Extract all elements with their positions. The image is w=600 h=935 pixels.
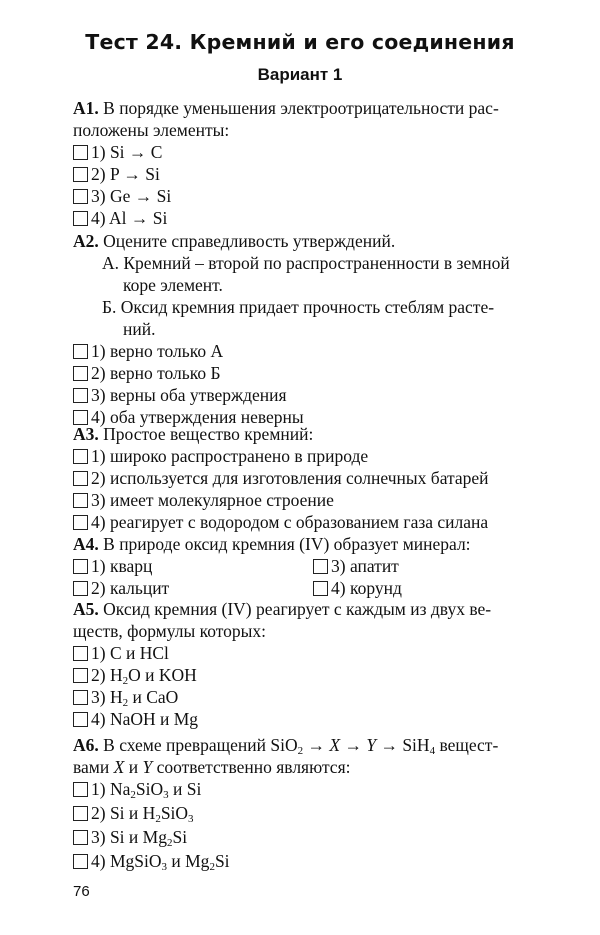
- option-label: Si: [214, 851, 230, 871]
- answer-option[interactable]: [73, 642, 533, 664]
- answer-option[interactable]: [73, 163, 533, 185]
- question-number: A1.: [73, 98, 99, 118]
- answer-option[interactable]: [73, 778, 533, 802]
- question-a2: [73, 230, 533, 428]
- variable-x: X: [113, 757, 125, 777]
- subscript: 3: [188, 813, 194, 825]
- answer-option[interactable]: [73, 207, 533, 229]
- variable-y: Y: [142, 757, 153, 777]
- answer-option[interactable]: [313, 577, 402, 599]
- checkbox[interactable]: [73, 493, 88, 508]
- checkbox[interactable]: [73, 471, 88, 486]
- answer-option[interactable]: [313, 555, 399, 577]
- option-label-cont: O и KOH: [128, 665, 197, 685]
- answer-option[interactable]: [73, 467, 533, 489]
- question-text: → SiH: [376, 735, 430, 755]
- option-label: 2) P → Si: [91, 164, 160, 184]
- option-label: и Si: [168, 779, 202, 799]
- question-text: Оцените справедливость утверждений.: [103, 231, 396, 251]
- answer-option[interactable]: [73, 445, 533, 467]
- option-label: 1) Si → C: [91, 142, 163, 162]
- checkbox[interactable]: [73, 145, 88, 160]
- subscript: 2: [130, 789, 136, 801]
- option-label: 4) оба утверждения неверны: [91, 407, 304, 427]
- answer-option[interactable]: [73, 141, 533, 163]
- statement-text-cont: коре элемент.: [123, 275, 223, 295]
- option-label: SiO: [135, 779, 164, 799]
- question-text-cont: соответственно являются:: [152, 757, 351, 777]
- option-label: 3) апатит: [331, 556, 399, 576]
- page-title: Тест 24. Кремний и его соединения: [85, 30, 515, 54]
- option-label: и Mg: [167, 851, 210, 871]
- subscript: 2: [297, 745, 304, 757]
- option-label: 4) MgSiO: [91, 851, 162, 871]
- subscript: 3: [163, 789, 169, 801]
- question-text: вещест-: [435, 735, 499, 755]
- option-label: 2) кальцит: [91, 578, 170, 598]
- checkbox[interactable]: [73, 515, 88, 530]
- question-text: Оксид кремния (IV) реагирует с каждым из двух ве-: [103, 599, 492, 619]
- option-label: 3) Si и Mg: [91, 827, 167, 847]
- answer-option[interactable]: [73, 384, 533, 406]
- subscript: 2: [122, 697, 129, 709]
- question-number: A4.: [73, 534, 99, 554]
- arrow: →: [340, 735, 367, 755]
- option-label: 1) верно только А: [91, 341, 224, 361]
- question-text: В природе оксид кремния (IV) образует минерал:: [103, 534, 471, 554]
- question-text: В схеме превращений SiO: [103, 735, 298, 755]
- checkbox[interactable]: [73, 668, 88, 683]
- answer-option[interactable]: [73, 555, 152, 577]
- question-text: В порядке уменьшения электроотрицательности рас-: [103, 98, 499, 118]
- option-label: SiO: [160, 803, 189, 823]
- option-label: 1) кварц: [91, 556, 153, 576]
- answer-option[interactable]: [73, 362, 533, 384]
- question-text: Простое вещество кремний:: [103, 424, 314, 444]
- checkbox[interactable]: [73, 782, 88, 797]
- question-text-cont: вами: [73, 757, 114, 777]
- question-a3: [73, 423, 533, 533]
- answer-option[interactable]: [73, 708, 533, 730]
- option-label: 3) имеет молекулярное строение: [91, 490, 334, 510]
- question-a6: [73, 734, 533, 874]
- option-label: 1) C и HCl: [91, 643, 169, 663]
- page-number: 76: [73, 883, 90, 900]
- statement-text: Б. Оксид кремния придает прочность стеблям расте-: [102, 297, 495, 317]
- question-number: A3.: [73, 424, 99, 444]
- answer-option[interactable]: [73, 686, 533, 708]
- option-label: 3) H: [91, 687, 123, 707]
- checkbox[interactable]: [73, 559, 88, 574]
- subscript: 2: [155, 813, 161, 825]
- checkbox[interactable]: [73, 806, 88, 821]
- option-label: 4) реагирует с водородом с образованием газа силана: [91, 512, 489, 532]
- checkbox[interactable]: [73, 366, 88, 381]
- question-number: A6.: [73, 735, 99, 755]
- option-label: Si: [172, 827, 188, 847]
- question-number: A2.: [73, 231, 99, 251]
- option-label-cont: и CaO: [128, 687, 179, 707]
- option-label: 2) Si и H: [91, 803, 156, 823]
- checkbox[interactable]: [73, 189, 88, 204]
- option-label: 3) верны оба утверждения: [91, 385, 287, 405]
- answer-option[interactable]: [73, 185, 533, 207]
- question-text-cont: ществ, формулы которых:: [73, 621, 267, 641]
- checkbox[interactable]: [73, 167, 88, 182]
- subscript: 3: [161, 861, 167, 873]
- answer-option[interactable]: [73, 340, 533, 362]
- statement-b: [73, 296, 533, 340]
- answer-option[interactable]: [73, 826, 533, 850]
- option-label: 1) широко распространено в природе: [91, 446, 369, 466]
- statement-text-cont: ний.: [123, 319, 156, 339]
- option-label: 1) Na: [91, 779, 131, 799]
- option-label: 2) верно только Б: [91, 363, 221, 383]
- subscript: 4: [429, 745, 436, 757]
- checkbox[interactable]: [73, 211, 88, 226]
- answer-option[interactable]: [73, 802, 533, 826]
- statement-text: А. Кремний – второй по распространенности в земной: [102, 253, 510, 273]
- variable-x: X: [329, 735, 341, 755]
- question-a1: [73, 97, 533, 229]
- option-label: 2) H: [91, 665, 123, 685]
- option-label: 4) Al → Si: [91, 208, 168, 228]
- checkbox[interactable]: [73, 581, 88, 596]
- question-text-cont: положены элементы:: [73, 120, 230, 140]
- statement-a: [73, 252, 533, 296]
- checkbox[interactable]: [73, 690, 88, 705]
- subscript: 2: [209, 861, 215, 873]
- answer-option[interactable]: [73, 577, 169, 599]
- answer-option[interactable]: [73, 850, 533, 874]
- checkbox[interactable]: [73, 388, 88, 403]
- checkbox[interactable]: [73, 344, 88, 359]
- answer-option[interactable]: [73, 489, 533, 511]
- checkbox[interactable]: [73, 646, 88, 661]
- option-label: 4) корунд: [331, 578, 402, 598]
- answer-option[interactable]: [73, 511, 533, 533]
- option-label: 4) NaOH и Mg: [91, 709, 199, 729]
- checkbox[interactable]: [73, 712, 88, 727]
- option-label: 2) используется для изготовления солнечных батарей: [91, 468, 489, 488]
- question-number: A5.: [73, 599, 99, 619]
- option-label: 3) Ge → Si: [91, 186, 172, 206]
- subscript: 2: [122, 675, 129, 687]
- arrow: →: [303, 735, 330, 755]
- question-a4: [73, 533, 533, 599]
- variable-y: Y: [366, 735, 377, 755]
- subscript: 2: [166, 837, 173, 849]
- checkbox[interactable]: [73, 449, 88, 464]
- question-text-cont: и: [124, 757, 143, 777]
- checkbox[interactable]: [73, 830, 88, 845]
- variant-heading: Вариант 1: [257, 65, 343, 84]
- checkbox[interactable]: [313, 581, 328, 596]
- question-a5: [73, 598, 533, 730]
- answer-option[interactable]: [73, 664, 533, 686]
- checkbox[interactable]: [313, 559, 328, 574]
- checkbox[interactable]: [73, 854, 88, 869]
